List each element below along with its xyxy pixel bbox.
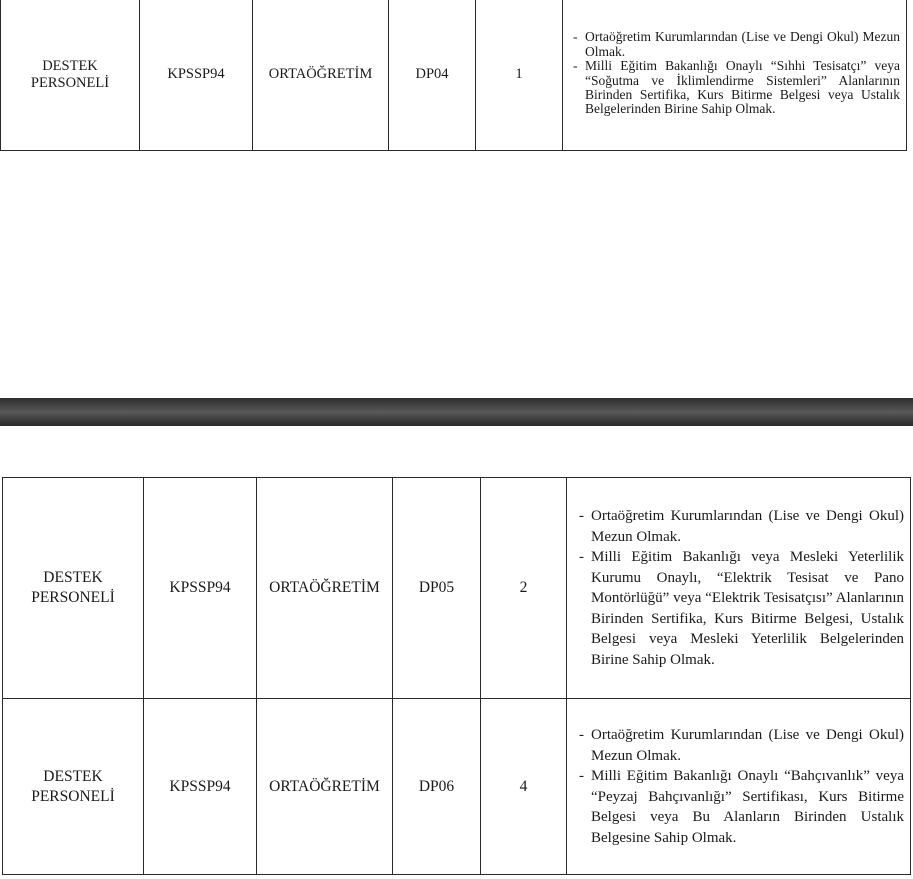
position-name: DESTEK PERSONELİ	[31, 569, 115, 606]
position-code: DP05	[418, 579, 455, 596]
education-level: ORTAÖĞRETİM	[269, 579, 380, 596]
code-cell	[393, 699, 481, 875]
kpss-cell	[144, 478, 257, 699]
requirement-item	[579, 766, 904, 848]
position-cell	[1, 0, 140, 151]
education-level: ORTAÖĞRETİM	[269, 777, 380, 795]
count-cell	[481, 478, 567, 699]
positions-table-top	[0, 0, 907, 151]
bullet-dash: -	[579, 549, 584, 565]
kpss-type: KPSSP94	[167, 66, 225, 82]
education-cell	[253, 0, 389, 151]
document-page-top	[0, 0, 913, 398]
requirement-item	[579, 547, 904, 670]
position-count: 4	[519, 777, 528, 795]
table-row	[3, 699, 911, 875]
positions-table-bottom	[2, 477, 911, 875]
position-count: 1	[515, 66, 523, 82]
position-name: DESTEK PERSONELİ	[31, 767, 115, 805]
bullet-dash: -	[573, 58, 578, 74]
bullet-dash: -	[579, 768, 584, 784]
table-row	[1, 0, 907, 151]
kpss-cell	[144, 699, 257, 875]
requirement-item	[573, 59, 900, 117]
count-cell	[481, 699, 567, 875]
requirements-cell	[567, 699, 911, 875]
education-cell	[257, 699, 393, 875]
bullet-dash: -	[573, 29, 578, 45]
requirements-cell	[563, 0, 907, 151]
page-separator	[0, 398, 913, 426]
education-cell	[257, 478, 393, 699]
position-cell	[3, 699, 144, 875]
kpss-type: KPSSP94	[169, 777, 231, 795]
kpss-cell	[140, 0, 253, 151]
document-page-bottom	[0, 426, 913, 879]
requirement-text: Milli Eğitim Bakanlığı Onaylı “Bahçıvanlık” veya “Peyzaj Bahçıvanlığı” Sertifikası, Kurs Bitirme Belgesi veya Bu Alanların Birinden Ustalık Belgesine Sahip Olmak.	[591, 768, 904, 846]
requirement-text: Ortaöğretim Kurumlarından (Lise ve Dengi Okul) Mezun Olmak.	[591, 508, 904, 545]
education-level: ORTAÖĞRETİM	[268, 66, 373, 82]
code-cell	[393, 478, 481, 699]
requirement-item	[579, 725, 904, 766]
requirements-cell	[567, 478, 911, 699]
requirement-text: Ortaöğretim Kurumlarından (Lise ve Dengi Okul) Mezun Olmak.	[591, 727, 904, 764]
requirement-item	[573, 30, 900, 59]
kpss-type: KPSSP94	[169, 579, 231, 596]
count-cell	[476, 0, 563, 151]
position-cell	[3, 478, 144, 699]
position-code: DP06	[418, 777, 455, 795]
bullet-dash: -	[579, 727, 584, 743]
position-name: DESTEK PERSONELİ	[30, 57, 110, 91]
table-row	[3, 478, 911, 699]
requirement-text: Milli Eğitim Bakanlığı veya Mesleki Yeterlilik Kurumu Onaylı, “Elektrik Tesisat ve Pano Montörlüğü” veya “Elektrik Tesisatçısı” Alanlarının Birinden Sertifika, Kurs Bitirme Belgesi, Ustalık Belgesi veya Mesleki Yeterlilik Belgelerinden Birine Sahip Olmak.	[591, 549, 904, 668]
code-cell	[389, 0, 476, 151]
requirement-item	[579, 506, 904, 547]
requirement-text: Milli Eğitim Bakanlığı Onaylı “Sıhhi Tesisatçı” veya “Soğutma ve İklimlendirme Sistemleri” Alanlarının Birinden Sertifika, Kurs Bitirme Belgesi veya Ustalık Belgelerinden Birine Sahip Olmak.	[585, 58, 900, 117]
bullet-dash: -	[579, 508, 584, 524]
position-code: DP04	[415, 66, 449, 82]
requirement-text: Ortaöğretim Kurumlarından (Lise ve Dengi Okul) Mezun Olmak.	[585, 29, 900, 59]
position-count: 2	[519, 579, 528, 596]
